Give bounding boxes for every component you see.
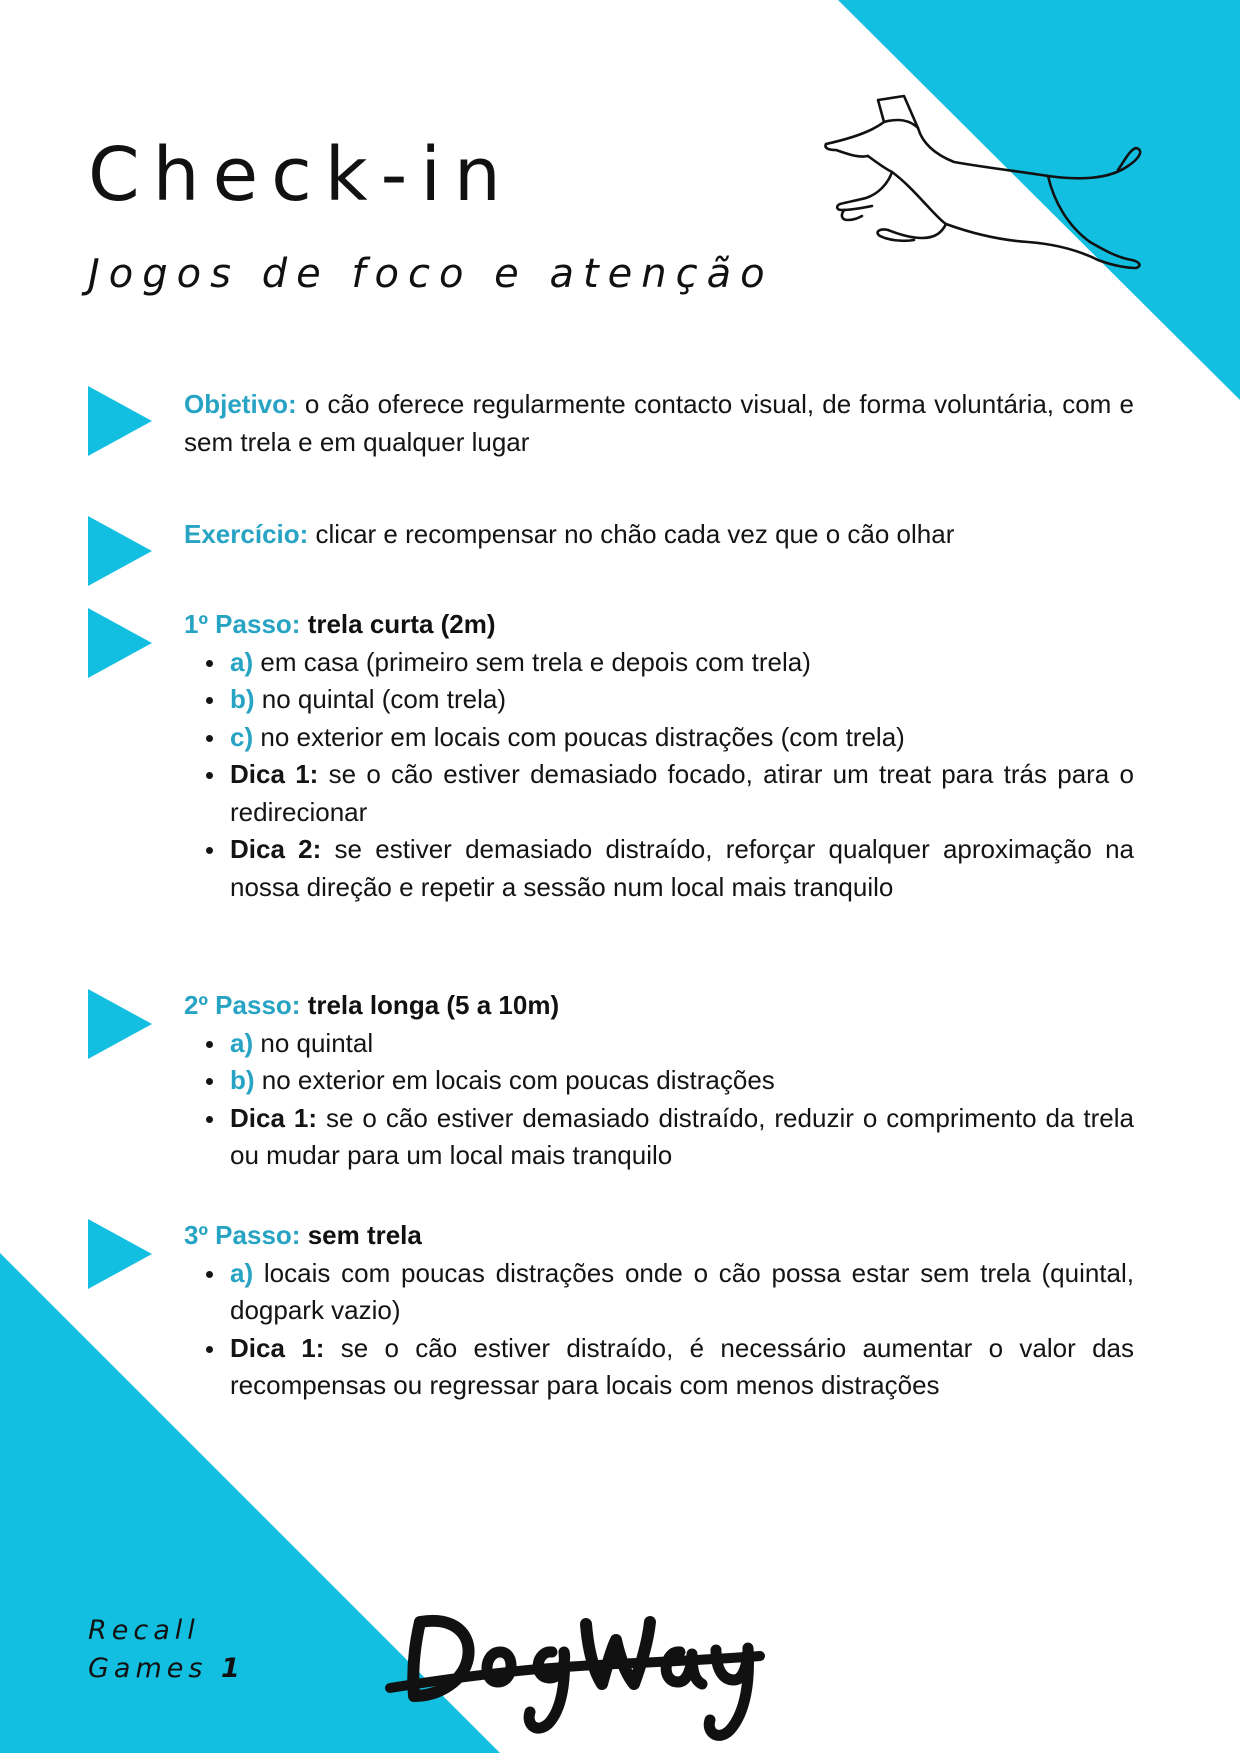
passo-2-title: trela longa (5 a 10m)	[307, 990, 560, 1020]
play-triangle-icon	[88, 386, 152, 456]
objetivo-text: o cão oferece regularmente contacto visual, de forma voluntária, com e sem trela e em qualquer lugar	[184, 389, 1134, 457]
item-text: em casa (primeiro sem trela e depois com trela)	[260, 646, 811, 677]
exercicio-label: Exercício:	[184, 519, 309, 549]
footer-line-1: Recall	[88, 1615, 200, 1646]
dogway-logo	[380, 1600, 780, 1750]
list-item	[230, 1100, 1134, 1175]
passo-3-title: sem trela	[307, 1220, 422, 1250]
item-text: se o cão estiver distraído, é necessário aumentar o valor das recompensas ou regressar para locais com menos distrações	[230, 1332, 1134, 1400]
item-text: se o cão estiver demasiado focado, atirar um treat para trás para o redirecionar	[230, 759, 1134, 827]
item-key: c)	[230, 721, 254, 752]
item-text: no quintal (com trela)	[261, 684, 507, 714]
passo-1-list	[184, 644, 1134, 907]
passo-1-heading	[184, 606, 1134, 644]
objetivo-text-block	[184, 386, 1134, 461]
item-key: b)	[230, 684, 255, 714]
footer-line-2	[88, 1650, 245, 1688]
item-key: a)	[230, 646, 254, 677]
play-triangle-icon	[88, 1219, 152, 1289]
passo-1-label: 1º Passo:	[184, 609, 301, 639]
play-triangle-icon	[88, 516, 152, 586]
passo-3-list	[184, 1255, 1134, 1405]
page-subtitle: Jogos de foco e atenção	[88, 251, 774, 297]
page-number: 1	[221, 1653, 245, 1684]
passo-3-text-block	[184, 1217, 1134, 1405]
item-key: Dica 1:	[230, 759, 319, 789]
list-item	[230, 1330, 1134, 1405]
item-text: no exterior em locais com poucas distrações (com trela)	[260, 721, 905, 752]
list-item	[230, 681, 1134, 719]
list-item	[230, 644, 1134, 682]
item-key: Dica 2:	[230, 834, 322, 864]
item-text: se estiver demasiado distraído, reforçar qualquer aproximação na nossa direção e repetir a sessão num local mais tranquilo	[230, 834, 1134, 902]
item-text: no quintal	[260, 1027, 374, 1058]
item-text: se o cão estiver demasiado distraído, reduzir o comprimento da trela ou mudar para um local mais tranquilo	[230, 1102, 1134, 1170]
passo-3-label: 3º Passo:	[184, 1220, 301, 1250]
passo-1-title: trela curta (2m)	[307, 609, 496, 639]
list-item	[230, 1025, 1134, 1063]
page-title: Check-in	[88, 132, 514, 218]
exercicio-text: clicar e recompensar no chão cada vez que o cão olhar	[315, 519, 955, 549]
item-text: no exterior em locais com poucas distrações	[261, 1065, 775, 1095]
exercicio-text-block	[184, 516, 1134, 554]
passo-2-heading	[184, 987, 1134, 1025]
item-key: a)	[230, 1257, 254, 1288]
passo-2-label: 2º Passo:	[184, 990, 301, 1020]
footer-series	[88, 1612, 245, 1688]
list-item	[230, 1062, 1134, 1100]
passo-2-list	[184, 1025, 1134, 1175]
item-key: Dica 1:	[230, 1102, 318, 1133]
list-item	[230, 1255, 1134, 1330]
item-text: locais com poucas distrações onde o cão possa estar sem trela (quintal, dogpark vazio)	[230, 1257, 1134, 1325]
leaping-dog-icon	[818, 92, 1178, 292]
item-key: a)	[230, 1027, 254, 1058]
list-item	[230, 756, 1134, 831]
play-triangle-icon	[88, 989, 152, 1059]
list-item	[230, 831, 1134, 906]
item-key: Dica 1:	[230, 1332, 325, 1363]
footer-series-name: Games	[88, 1653, 208, 1684]
passo-3-heading	[184, 1217, 1134, 1255]
passo-1-text-block	[184, 606, 1134, 906]
item-key: b)	[230, 1065, 255, 1095]
list-item	[230, 719, 1134, 757]
objetivo-label: Objetivo:	[184, 389, 297, 419]
play-triangle-icon	[88, 608, 152, 678]
passo-2-text-block	[184, 987, 1134, 1175]
